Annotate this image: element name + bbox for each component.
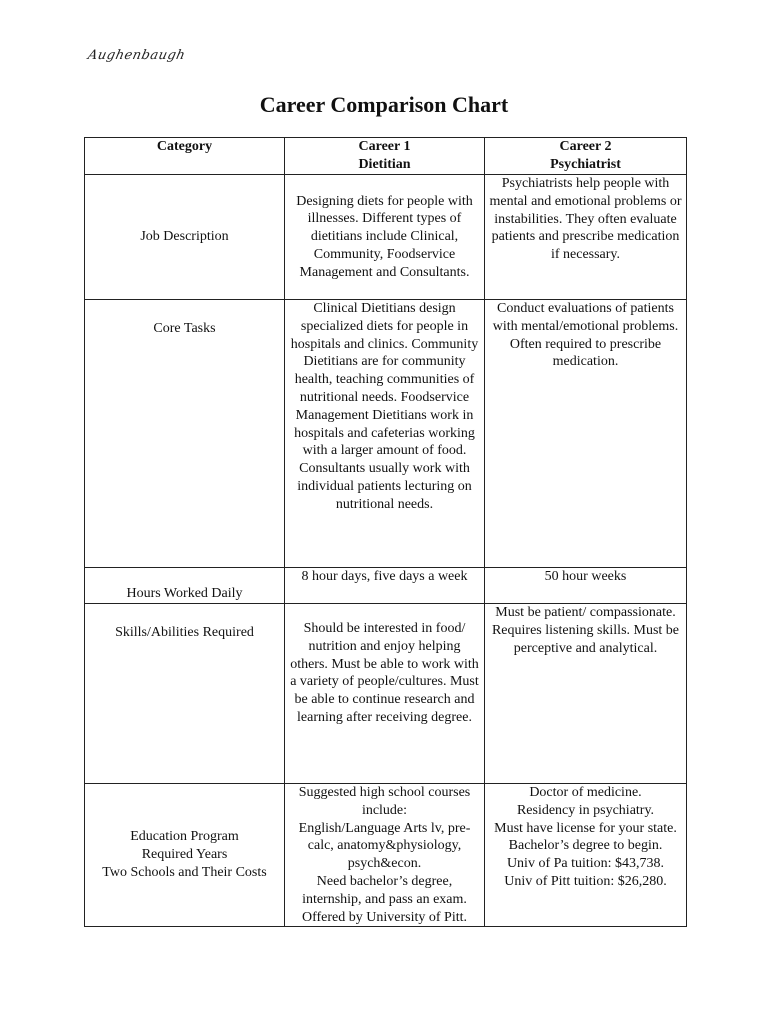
cell-dietitian-job-description: Designing diets for people with illnesses. Different types of dietitians include Clinical, Community, Foodservice Management and Consultants.	[285, 175, 485, 300]
table-row	[85, 604, 687, 784]
row-label-education	[85, 784, 285, 927]
header-category	[85, 138, 285, 175]
table-row	[85, 568, 687, 604]
education-label-line-1: Education Program	[130, 829, 239, 845]
table-row	[85, 784, 687, 927]
page-title: Career Comparison Chart	[259, 92, 509, 117]
cell-psychiatrist-job-description: Psychiatrists help people with mental and emotional problems or instabilities. They often evaluate patients and prescribe medication if necessary.	[485, 175, 687, 300]
dietitian-education-line: Suggested high school courses include:	[298, 785, 471, 818]
cell-dietitian-education	[285, 784, 485, 927]
row-label-core-tasks: Core Tasks	[85, 300, 285, 568]
comparison-table	[84, 137, 687, 927]
header-career-2-name: Psychiatrist	[550, 156, 621, 172]
header-career-1	[285, 138, 485, 175]
author-signature: Aughenbaugh	[86, 48, 187, 63]
dietitian-education-line: Need bachelor’s degree, internship, and pass an exam.	[302, 873, 467, 907]
psychiatrist-education-line: Univ of Pitt tuition: $26,280.	[504, 873, 667, 889]
header-career-2	[485, 138, 687, 175]
psychiatrist-education-line: Residency in psychiatry.	[516, 802, 655, 818]
table-row	[85, 175, 687, 300]
row-label-hours-worked: Hours Worked Daily	[85, 568, 285, 604]
cell-dietitian-core-tasks: Clinical Dietitians design specialized diets for people in hospitals and clinics. Community Dietitians are for community health, teaching communities of nutritional needs. Foodservice Management Dietitians work in hospitals and cafeterias working with a larger amount of food. Consultants usually work with individual patients lecturing on nutritional needs.	[285, 300, 485, 568]
header-career-1-number: Career 1	[358, 139, 411, 154]
header-career-1-name: Dietitian	[358, 156, 411, 172]
table-row	[85, 300, 687, 568]
dietitian-education-line: Offered by University of Pitt.	[302, 909, 467, 925]
education-label-line-3: Two Schools and Their Costs	[102, 865, 267, 881]
psychiatrist-education-line: Univ of Pa tuition: $43,738.	[506, 856, 665, 872]
row-label-skills: Skills/Abilities Required	[85, 604, 285, 784]
row-label-job-description: Job Description	[85, 175, 285, 300]
header-career-2-number: Career 2	[559, 139, 612, 154]
education-label-line-2: Required Years	[141, 847, 228, 863]
cell-psychiatrist-core-tasks: Conduct evaluations of patients with mental/emotional problems. Often required to prescribe medication.	[485, 300, 687, 568]
cell-dietitian-skills: Should be interested in food/ nutrition and enjoy helping others. Must be able to work with a variety of people/cultures. Must be able to continue research and learning after receiving degree.	[285, 604, 485, 784]
table-header-row	[85, 138, 687, 175]
cell-psychiatrist-education	[485, 784, 687, 927]
psychiatrist-education-line: Must have license for your state.	[494, 820, 677, 836]
cell-psychiatrist-hours: 50 hour weeks	[485, 568, 687, 604]
psychiatrist-education-line: Bachelor’s degree to begin.	[508, 838, 663, 854]
cell-psychiatrist-skills: Must be patient/ compassionate. Requires listening skills. Must be perceptive and analytical.	[485, 604, 687, 784]
cell-dietitian-hours: 8 hour days, five days a week	[285, 568, 485, 604]
header-category-label: Category	[156, 139, 213, 154]
dietitian-education-line: English/Language Arts lv, pre-calc, anatomy&physiology, psych&econ.	[298, 820, 471, 872]
psychiatrist-education-line: Doctor of medicine.	[529, 785, 642, 800]
